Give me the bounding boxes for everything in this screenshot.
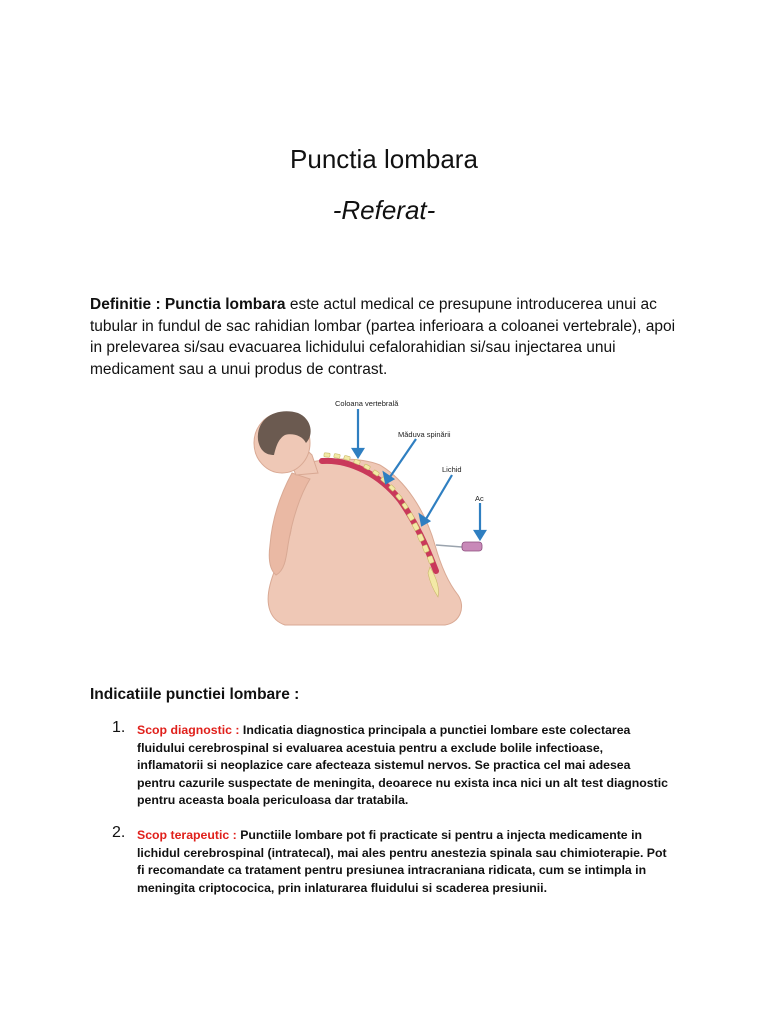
definition-label: Definitie : (90, 296, 165, 313)
label-needle: Ac (475, 494, 484, 503)
indication-item-therapeutic (112, 824, 672, 897)
indication-label: Scop terapeutic : (137, 828, 241, 842)
indication-text: Indicatia diagnostica principala a punctiei lombare este colectarea fluidului cerebrospinal si evaluarea acestuia pentru a exclude bolile infectioase, inflamatorii si neoplazice care afecteaza sistemul nervos. Se practica cel mai adesea pentru cazurile suspectate de meningita, deoarece nu exista inca nici un alt test diagnostic pentru aceasta boala periculoasa dar tratabila. (137, 723, 668, 807)
label-fluid: Lichid (442, 465, 462, 474)
indication-text: Punctiile lombare pot fi practicate si pentru a injecta medicamente in lichidul cerebrospinal (intratecal), mai ales pentru anestezia spinala sau chimioterapie. Pot fi recomandate ca tratament pentru presiunea intracraniana ridicata, cum se intimpla in meningita criptococica, prin inlaturarea fluidului si scaderea presiunii. (137, 828, 667, 895)
label-spine: Coloana vertebrală (335, 399, 399, 408)
lumbar-puncture-svg (230, 395, 540, 635)
label-cord: Măduva spinării (398, 430, 451, 439)
indication-item-diagnostic (112, 719, 672, 810)
indication-number: 2. (112, 824, 126, 841)
definition-term: Punctia lombara (164, 296, 286, 313)
indication-label: Scop diagnostic : (137, 723, 243, 737)
needle-hub (462, 542, 482, 551)
definition-text: este actul medical ce presupune introducerea unui ac tubular in fundul de sac rahidian lombar (partea inferioara a coloanei vertebrale), apoi in prelevarea si/sau evacuarea lichidului cefalorahidian si/sau injectarea unui medicament sau a unui produs de contrast. (90, 296, 676, 378)
definition-paragraph (90, 294, 690, 380)
document-subtitle: -Referat- (332, 195, 436, 225)
indications-heading: Indicatiile punctiei lombare : (90, 686, 300, 703)
indication-number: 1. (112, 719, 126, 736)
lumbar-puncture-illustration (230, 395, 540, 635)
needle-shaft (436, 545, 462, 547)
document-title: Punctia lombara (290, 144, 478, 174)
